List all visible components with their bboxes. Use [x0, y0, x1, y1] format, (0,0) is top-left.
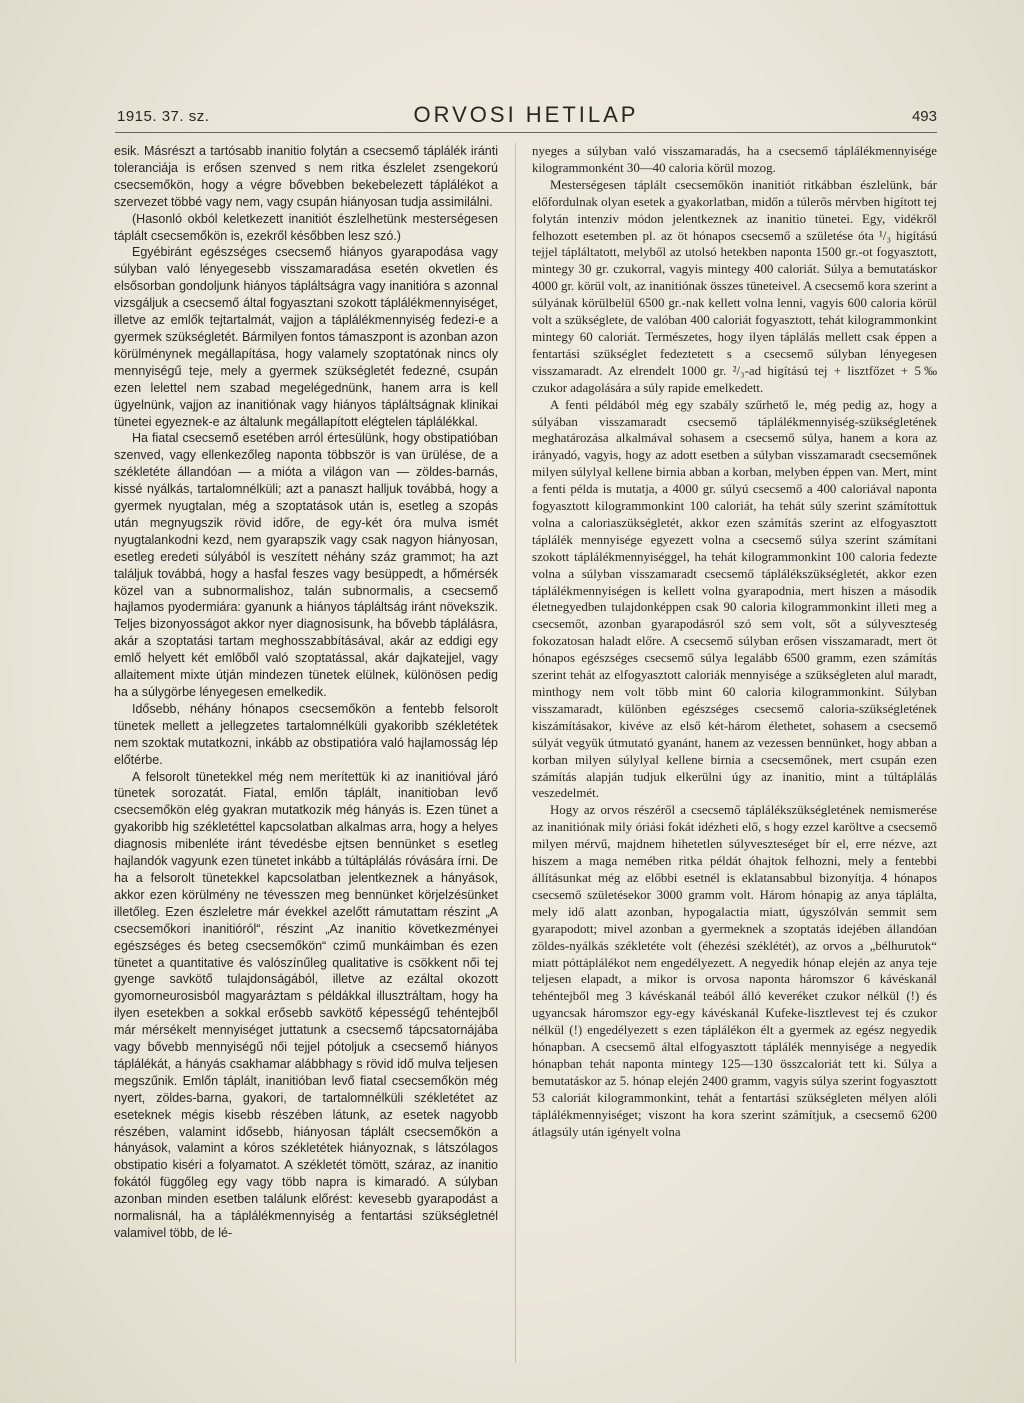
paragraph: A felsorolt tünetekkel még nem merítettük ki az inanitióval járó tünetek sorozatát. Fiatal, emlőn táplált, inanitioban levő csecsemőkön elég gyakran mutatkozik még hányás is. Ezen tünet a gyakoribb hig székletéttel kapcsolatban alkalmas arra, hogy a helyes diagnosis mibenléte iránt tévedésbe ejtsen bennünket s esetleg hajlandók vagyunk ezen tünetet inkább a túltáplálás róvására írni. De ha a felsorolt tünetekkel kapcsolatban jelentkeznek a hányások, akkor ezen körülmény ne tévesszen meg bennünket körjelzésünket illetőleg. Ezen észleletre már évekkel azelőtt rámutattam részint „A csecsemőkori inanitióról“, részint „Az inanitio következményei egészséges és beteg csecsemőkön“ czimű munkáimban és ezen tünetet a quantitative és valószínűleg qualitative is csökkent női tej gyenge savkötő tulajdonságából, illetve az ezáltal okozott gyomorneurosisból magyaráztam s példákkal illusztráltam, hogy ha ilyen esetekben a sokkal erősebb savkötő képességű tehéntejből már mérsékelt mennyiséget juttatunk a csecsemő tápcsatornájába vagy bővebb mennyiségű női tejjel pótoljuk a csecsemő hiányos táplálékát, a hányás csakhamar alábbhagy s rövid idő mulva teljesen megszűnik. Emlőn táplált, inanitióban levő fiatal csecsemőkön még nyert, zöldes-barna, gyakori, de tartalomnélküli székletétet az eseteknek mégis kisebb részében látunk, az esetek nagyobb részében, valamint idősebb, hiányosan táplált csecsemőkön a hányások, valamint a kóros székletétek hiányoznak, s látszólagos obstipatio kiséri a folyamatot. A székletét tömött, száraz, az inanitio fokától függőleg egy vagy több napra is kimaradó. A súlyban azonban minden esetben találunk előrést: kevesebb gyarapodást a normalisnál, ha a táplálékmennyiség a fentartási szükségletnél valamivel több, de lé-: [114, 769, 498, 1240]
paragraph: nyeges a súlyban való visszamaradás, ha a csecsemő táplálékmennyisége kilogrammonként 30—40 caloria körül mozog.: [532, 144, 937, 175]
paragraph: esik. Másrészt a tartósabb inanitio folytán a csecsemő táplálék iránti toleranciája is erősen szenved s nem ritka észlelet zsengekorú csecsemőkön, hogy a végre bővebben bekebelezett táplálékot a szervezet többé vagy nem, vagy csupán hiányosan tudja assimilálni.: [114, 144, 498, 209]
issue-number: 1915. 37. sz.: [117, 108, 210, 125]
paragraph: (Hasonló okból keletkezett inanitiót észlelhetünk mesterségesen táplált csecsemőkön is, ezekről későbben lesz szó.): [114, 211, 498, 243]
paragraph: Idősebb, néhány hónapos csecsemőkön a fentebb felsorolt tünetek mellett a jellegzetes tartalomnélküli gyakoribb székletétek nem szoktak mutatkozni, inkább az obstipatióra való hajlamosság lép előtérbe.: [114, 701, 498, 767]
left-column: [114, 143, 498, 1373]
paragraph: A fenti példából még egy szabály szűrhető le, még pedig az, hogy a súlyában visszamaradt csecsemő táplálékmennyiség-szükségletének meghatározása alkalmával sohasem a csecsemő súlya, hanem a kora az irányadó, vagyis, hogy az adott esetben a súlyban visszamaradt csecsemőnek milyen súlylyal kellene birnia abban a korban, melyben éppen van. Mert, mint a fenti példa is mutatja, a 4000 gr. súlyú csecsemő a 400 caloriával naponta fogyasztott kilogrammonkint 100 caloriát, ha tehát súly szerint számítottuk volna a caloriaszükségletét, akkor ezen számítás szerint az elfogyasztott táplálék mennyisége egyezett volna a csecsemő súlya szerint számítani szokott táplálékmennyiséggel, ha tehát kilogrammonkint 100 caloria fedezte volna a súlyban visszamaradt csecsemő táplálékszükségletét, akkor ezen táplálékmennyiségen is kellett volna gyarapodnia, mert hiszen a második életnegyedben tulajdonképpen csak 90 caloria kilogrammonkint illeti meg a csecsemőt, azonban gyarapodásról szó sem volt, sőt a súlyveszteség fokozatosan haladt előre. A csecsemő súlyban erősen visszamaradt, mert öt hónapos egészséges csecsemő súlya legalább 6500 gramm, ezen számítás szerint tehát az elfogyasztott caloriák mennyisége a szükségleten alul maradt, minthogy nem volt több mint 60 caloria kilogrammonkint. Súlyban visszamaradt, különben egészséges csecsemő caloria-szükségletének kiszámításakor, kivéve az első két-három élethetet, sohasem a csecsemő súlyát vegyük útmutató gyanánt, hanem az vezessen bennünket, hogy abban a korban milyen súlylyal kellene birnia a csecsemőnek, mert csupán ezen számítás alapján tudjuk elkerülni úgy az inanitio, mint a túltáplálás veszedelmét.: [532, 397, 937, 801]
journal-title: ORVOSI HETILAP: [413, 102, 639, 127]
right-column: [532, 143, 937, 1373]
paragraph: Mesterségesen táplált csecsemőkön inanitiót ritkábban észlelünk, bár előfordulnak olyan esetek a gyakorlatban, midőn a túlerős mérvben higított tej folytán intenziv módon jelentkeznek az inanitio tünetei. Egy, vidékről felhozott esetemben pl. az öt hónapos csecsemő a születése óta ¹/₃ higítású tejjel tápláltatott, melyből az utolsó hetekben naponta 1500 gr.-ot fogyasztott, mintegy 30 gr. czukorral, vagyis mintegy 400 caloriát. Súlya a bemutatáskor 4000 gr. körül volt, az inanitiónak összes tüneteivel. A csecsemő kora szerint a súlyának körülbelül 6500 gr.-nak kellett volna lenni, vagyis 600 caloria körül volt a szükséglete, de valóban 400 caloriát fogyasztott, tehát kilogrammonkint mintegy 60 caloriát. Természetes, hogy ilyen táplálás mellett csak éppen a fentartási szükséglet fedeztetett s a csecsemő súlyban lényegesen visszamaradt. Az elrendelt 1000 gr. ²/₃-ad higítású tej + lisztfőzet + 5‰ czukor adagolására a súly rapide emelkedett.: [532, 177, 937, 395]
page-number: 493: [911, 108, 937, 125]
paragraph: Ha fiatal csecsemő esetében arról értesülünk, hogy obstipatióban szenved, vagy ellenkezőleg naponta többször is van ürülése, de a székletéte állandóan — a mióta a világon van — zöldes-barnás, kissé nyálkás, tartalomnélküli; azt a panaszt halljuk továbbá, hogy a gyermek nyugtalan, még a szoptatások után is, esetleg a szopás után megnyugszik rövid időre, de egy-két óra mulva ismét nyugtalankodni kezd, nem gyarapszik vagy csak nagyon hiányosan, esetleg eredeti súlyából is veszített néhány száz grammot; ha azt találjuk továbbá, hogy a hasfal feszes vagy besüppedt, a hőmérsék közel van a subnormalishoz, talán subnormalis, a csecsemő hajlamos pyodermiára: gyanunk a hiányos tápláltság iránt növekszik. Teljes bizonyosságot akkor nyer diagnosisunk, ha bővebb táplálásra, akár a szoptatási tartam meghosszabbításával, akár az eddigi egy emlő helyett két emlőből való szoptatással, akár dajkatejjel, vagy allaitement mixte útján mindezen tünetek elülnek, különösen pedig ha a súlygörbe lényegesen emelkedik.: [114, 431, 498, 699]
paragraph: Hogy az orvos részéről a csecsemő táplálékszükségletének nemismerése az inanitiónak mily óriási fokát idézheti elő, s hogy ezzel karöltve a csecsemő milyen mérvű, majdnem hihetetlen súlyveszteséget bír el, erre nézve, azt hiszem a maga nemében ritka példát óhajtok felhozni, mely a fentebbi állításunkat még az előbbi esetnél is eklatansabbul bizonyítja. 4 hónapos csecsemő születésekor 3000 gramm volt. Három hónapig az anya táplálta, mely idő alatt azonban, hypogalactia miatt, úgyszólván semmit sem gyarapodott; mivel azonban a gyermeknek a szoptatás idejében állandóan zöldes-nyálkás székletéte volt (éhezési széklétét), az orvos a „bélhurutok“ miatt póttáplálékot nem engedélyezett. A negyedik hónap elején az anya teje teljesen elapadt, a mikor is orvosa naponta háromszor 6 kávéskanál tehéntejből meg 3 kávéskanál teából álló keveréket czukor nélkül (!) és ugyancsak háromszor egy-egy kávéskanál Kufeke-lisztlevest tej és czukor nélkül (!) engedélyezett s ezen táplálékon élt a gyermek az egész negyedik hónapban. A csecsemő által elfogyasztott táplálék mennyisége a negyedik hónapban tehát naponta mintegy 125—130 összcaloriát tett ki. Súlya a bemutatáskor az 5. hónap elején 2400 gramm, vagyis súlya szerint fogyasztott 53 caloriát kilogrammonkint, tehát a fentartási szükségleten mélyen alóli táplálékmennyiséget; viszont ha kora szerint számítjuk, a csecsemő 6200 átlagsúly után igényelt volna: [532, 803, 937, 1139]
page-header: [115, 102, 937, 133]
column-divider: [515, 143, 516, 1363]
paragraph: Egyébiránt egészséges csecsemő hiányos gyarapodása vagy súlyban való lényegesebb visszamaradása esetén okvetlen és elsősorban gondoljunk hiányos tápláltságra vagy inanitióra s azonnal vizsgáljuk a csecsemő által fogyasztani szokott táplálékmennyiséget, illetve az emlők tejtartalmát, vajjon a táplálékmennyiség fedezi-e a gyermek szükségletét. Bármilyen fontos támaszpont is azonban azon körülménynek megállapítása, hogy valamely szoptatónak nincs oly mennyiségű teje, mely a gyermek szükségletét fedezné, csupán ezen lelettel nem szabad megelégednünk, hanem arra is kell ügyelnünk, vajjon az inanitiónak vagy hiányos tápláltságnak klinikai tünetei egyeznek-e az általunk megállapított elégtelen táplálékkal.: [114, 245, 498, 429]
